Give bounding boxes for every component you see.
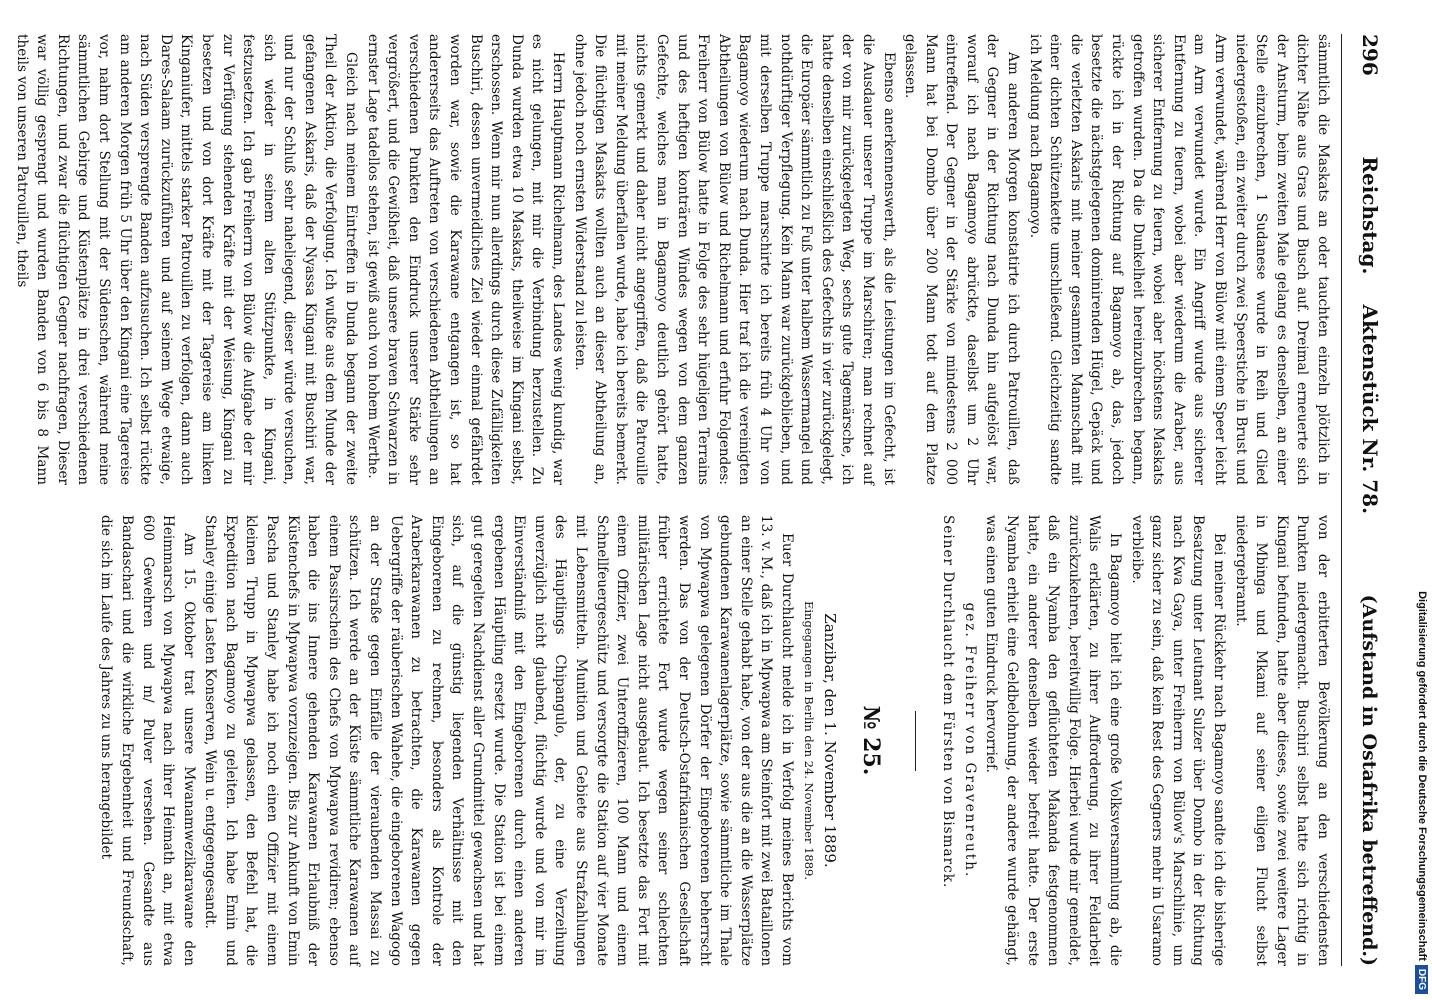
- received-date: Eingegangen in Berlin den 24. November 1889.: [801, 600, 816, 881]
- dfg-logo: DFG: [1416, 965, 1429, 994]
- paragraph: Herrn Hauptmann Richelmann, des Landes wenig kundig, war es nicht gelungen, mit mir die Verbindung herzustellen. Zu Dunda wurden etwa 10 Maskats, theilweise im Kingani selbst, erschossen. Wenn mir nun allerdings durch diese Zufälligkeiten Buschiri, dessen unvermeidliches Ziel wieder einmal gefährdet worden war, sowie die Karawane entgangen ist, so hat andererseits das Auftreten von verschiedenen Abtheilungen an verschiedenen Punkten den Eindruck unserer Stärke sehr vergrößert, und die Gewißheit, daß unsere braven Schwarzen in ernster Lage tadellos stehen, ist gewiß auch von hohem Werthe.: [364, 34, 567, 485]
- credit-text: Digitalisierung gefördert durch die Deutsche Forschungsgemeinschaft: [1416, 591, 1428, 961]
- right-column: [10, 515, 1333, 966]
- paragraph: Euer Durchlaucht melde ich in Verfolg meines Berichts vom 13. v. M., daß ich in Mpwapwa am Steinfort mit zwei Bataillonen an einer Stelle gehabt habe, von der aus die an die Wasserplätze gebundenen Karawanenlagerplätze, sowie sämmtliche im Thale von Mpwapwa gelegenen Dörfer der Eingeborenen beherrscht werden. Das von der Deutsch-Ostafrikanischen Gesellschaft früher errichtete Fort wurde wegen seiner schlechten militärischen Lage nicht ausgebaut. Ich besetzte das Fort mit einem Offizier, zwei Unteroffizieren, 100 Mann und einem Schnellfeuergeschütz und versorgte die Station auf vier Monate mit Lebensmitteln. Munition und Gebiete aus Strafzahlungen des Häuptlings Chipangulo, der, zu eine Verzeihung unverzüglich nicht glaubend, flüchtig wurde und von mir im Einverständniß mit den Eingeborenen durch einen anderen ergebenen Häuptling ersetzt wurde. Die Station ist bei einem gut geregelten Nachdienst aller Grundmittel gewachsen und hat sich, auf die günstig liegenden Verhältnisse mit den Eingeborenen zu rechnen, besonders als Kontrole der Araberkarawanen zu betrachten, die Karawanen gegen Uebergriffe der räuberischen Wahehe, die eingeborenen Wagogo an der Straße gegen Einfälle der vieraubenden Massai zu schützen. Ich werde an der Küste sämmtliche Karawanen auf einem Passirschein des Chefs von Mpwapwa revidiren; ebenso haben die ins Innere gehenden Karawanen Erlaubniß der Küstenchefs in Mpwapwa vorzuzeigen. Bis zur Ankunft von Emin Pascha und Stanley habe ich noch einen Offizier mit einem kleinen Trupp in Mpwapwa gelassen, den Befehl hat, die Expedition nach Bagamoyo zu geleiten. Ich habe Emin und Stanley einige Lasten Konserven, Wein u. entgegengesandt.: [202, 515, 795, 966]
- document-number: Aktenstück Nr. 78.: [1358, 304, 1382, 515]
- header-center: [1358, 156, 1382, 514]
- paragraph: Ebenso anerkennenswerth, als die Leistungen im Gefecht, ist die Ausdauer unserer Truppe im Marschiren; man rechnet auf der von mir zurückgelegten Weg, sechs gute Tagemärsche, ich hatte denselben einschließlich des Gefechts in vier zurückgelegt, die Europäer sämmtlich zu Fuß unter halbem Wassermangel und nothdürftiger Verpflegung. Kein Mann war zurückgeblieben, und mit derselben Truppe marschirte ich bereits früh 4 Uhr von Bagamoyo wiederum nach Dunda. Hier traf ich die vereinigten Abtheilungen von Bülow und Richelmann und erfuhr Folgendes: Freiherr von Bülow hatte in Folge des sehr hügeligen Terrains und des heftigen konträren Windes wegen von dem ganzen Gefechte, welches man in Bagamoyo deutlich gehört hatte, nichts gemerkt und daher nicht angegriffen, daß die Patrouille mit meiner Meldung überfallen wurde, habe ich bereits bemerkt. Die flüchtigen Maskats wollten auch an dieser Abtheilung an, ohne jedoch noch ernsten Widerstand zu leisten.: [571, 34, 897, 485]
- paragraph: Am 15. Oktober trat unsere Mwanamwezikarawane den Heimmarsch von Mpwapwa nach ihrer Heimath an, mit etwa 600 Gewehren und m/ Pulver versehen. Gesandte aus Bandaschari und die wirkliche Ergebenheit und Freundschaft, die sich im Laufe des Jahres zu uns herangebildet: [98, 515, 197, 966]
- document-number-heading: № 25.: [857, 705, 884, 776]
- paragraph: von der erbitterten Bevölkerung an den verschiedensten Punkten niedergemacht. Buschiri selbst hatte sich richtig in Kingani befunden, hatte aber dieses, sowie zwei weitere Lager in Mbinga und Mkami auf seiner eiligen Flucht selbst niedergebrannt.: [1232, 515, 1331, 966]
- paragraph: Bei meiner Rückkehr nach Bagamoyo sandte ich die bisherige Besatzung unter Leutnant Sulzer über Dombo in der Richtung nach Kwa Gaya, unter Freiherrn von Bülow's Marschlinie, um ganz sicher zu sein, daß kein Rest des Gegners mehr in Usaramo verbleibe.: [1128, 515, 1228, 966]
- dateline: Zanzibar, den 1. November 1889.: [821, 613, 840, 868]
- paragraph: Am anderen Morgen konstatirte ich durch Patrouillen, daß der Gegner in der Richtung nach Dunda hin aufgelöst war, worauf ich nach Bagamoyo abrückte, daselbst um 2 Uhr eintreffend. Der Gegner in der Stärke von mindestens 2 000 Mann hat bei Dombo über 200 Mann todt auf dem Platze gelassen.: [902, 34, 1022, 485]
- section-divider: [915, 711, 916, 771]
- text-columns: [10, 34, 1333, 966]
- page-number: 296: [1358, 34, 1382, 76]
- signature: gez. Freiherr von Gravenreuth.: [961, 602, 978, 879]
- publication-name: Reichstag.: [1358, 156, 1382, 275]
- credit-text-container: [1412, 0, 1432, 1000]
- addressee: Seiner Durchlaucht dem Fürsten von Bismarck.: [940, 515, 957, 889]
- paragraph: Gleich nach meinem Eintreffen in Dunda begann der zweite Theil der Aktion, die Verfolgung. Ich wußte aus dem Munde der gefangenen Askaris, daß der Nyassa Kingani mit Buschiri war, und nur der Schluß sehr naheliegend, dieser würde versuchen, sich wieder in seinem alten Stützpunkte, in Kingani, festzusetzen. Ich gab Freiherrn von Bülow die Aufgabe der mir zur Verfügung stehenden Kräfte mit der Weisung, Kingani zu besetzen und von dort Kräfte mit der Tagereise am linken Kinganiufer, mittels starker Patrouillen zu verfolgen, dann auch Dares-Salaam zurückzuführen und auf seinem Wege etwaige, nach Süden versprengte Banden aufzusuchen. Ich selbst rückte am anderen Morgen früh 5 Uhr über den Kingani eine Tagereise vor, nahm dort Stellung mit der Südenschen, während meine sämmtlichen Gebirge und Küstenplätze in drei verschiedenen Richtungen, und zwar die flüchtigen Gegner nachfragen, Dieser war völlig gesprengt und wurden Banden von 6 bis 8 Mann theils von unseren Patrouillen, theils: [13, 34, 360, 485]
- paragraph: In Bagamoyo hielt ich eine große Volksversammlung ab, die Walis erklärten, zu ihrer Aufforderung, zu ihrer Feldarbeit zurückzukehren, bereitwillig Folge. Hierbei wurde mir gemeldet, daß ein Nyamba den geflüchteten Makanda festgenommen hatte, ein anderer denselben wieder befreit hatte. Der erste Nyamba erhielt eine Geldbelohnung, der andere wurde gehängt, was einen guten Eindruck hervorrief.: [983, 515, 1124, 966]
- credit-strip: [1412, 0, 1432, 1000]
- document-subject: (Aufstand in Ostafrika betreffend.): [1358, 594, 1380, 966]
- page-header: [1341, 34, 1382, 966]
- paragraph: sämmtlich die Maskats an oder tauchten einzeln plötzlich in dichter Nähe aus Gras und Busch auf. Dreimal erneuerte sich der Ansturm, beim zweiten Male gelang es denselben, an einer Stelle einzubrechen, 1 Sudanese wurde in Reih und Glied niedergestoßen, ein zweiter durch zwei Speerstiche in Brust und Arm verwundet, während Herr von Bülow mit einem Speer leicht am Arm verwundet wurde. Ein Angriff wurde aus sicherer Entfernung zu feuern, wobei aber wiederum die Araber, aus sicherer Entfernung zu feuern, wobei aber höchstens Maskats getroffen wurden. Da die Dunkelheit hereinzubrechen begann, rückte ich in der Richtung auf Bagamoyo ab, das, jedoch besetzte die nächstgelegenen dominirenden Hügel, Gepäck und die verletzten Askaris mit meiner gesammten Mannschaft mit einer dichten Schützenkette umschließend. Gleichzeitig sandte ich Meldung nach Bagamoyo.: [1026, 34, 1331, 485]
- left-column: [10, 34, 1333, 485]
